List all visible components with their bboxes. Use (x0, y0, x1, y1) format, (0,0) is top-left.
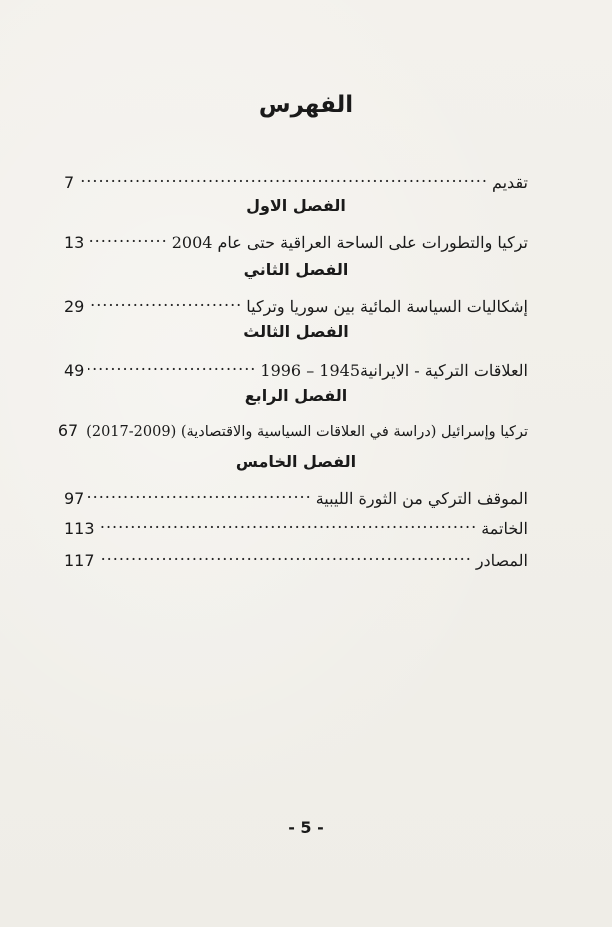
toc-entry-page: 117 (64, 551, 95, 570)
toc-entry-page: 13 (64, 233, 85, 252)
toc-entry-page: 113 (64, 519, 95, 538)
toc-entry-page: 29 (64, 297, 85, 316)
toc-entry-chapter-3[interactable] (64, 354, 528, 382)
toc-entry-label: الموقف التركي من الثورة الليبية (315, 489, 528, 508)
toc-entry-conclusion[interactable] (64, 512, 528, 540)
leader-dots (88, 226, 167, 248)
toc-entry-label: تركيا والتطورات على الساحة العراقية حتى عام 2004 (171, 233, 528, 252)
leader-dots (78, 166, 488, 188)
chapter-heading-3: الفصل الثالث (243, 322, 349, 341)
chapter-heading-5: الفصل الخامس (235, 452, 357, 471)
toc-entry-label: تقديم (491, 173, 528, 192)
chapter-heading-1: الفصل الاول (246, 196, 346, 215)
page-title: الفهرس (258, 92, 354, 118)
leader-dots (88, 290, 242, 312)
toc-entry-label: العلاقات التركية - الايرانية1945 – 1996 (260, 361, 528, 380)
leader-dots (88, 482, 311, 504)
toc-entry-page: 7 (64, 173, 75, 192)
chapter-heading-2: الفصل الثاني (243, 260, 349, 279)
chapter-heading-4: الفصل الرابع (244, 386, 348, 405)
leader-dots (88, 354, 256, 376)
toc-entry-label: إشكاليات السياسة المائية بين سوريا وتركيا (246, 297, 528, 316)
toc-entry-label: المصادر (475, 551, 528, 570)
toc-entry-label: تركيا وإسرائيل (دراسة في العلاقات السياسية والاقتصادية) (2009-2017) (86, 424, 528, 440)
toc-entry-introduction[interactable] (64, 166, 528, 194)
toc-entry-references[interactable] (64, 544, 528, 572)
toc-entry-chapter-1[interactable] (64, 226, 528, 254)
leader-dots (99, 512, 478, 534)
toc-entry-page: 97 (64, 489, 85, 508)
leader-dots (99, 544, 472, 566)
toc-entry-chapter-2[interactable] (64, 290, 528, 318)
toc-entry-chapter-5[interactable] (64, 482, 528, 510)
toc-entry-chapter-4[interactable] (57, 414, 528, 443)
page-number: - 5 - (288, 818, 324, 837)
toc-entry-label: الخاتمة (481, 519, 528, 538)
toc-entry-page: 49 (64, 361, 85, 380)
toc-entry-page: 67 (57, 421, 79, 440)
